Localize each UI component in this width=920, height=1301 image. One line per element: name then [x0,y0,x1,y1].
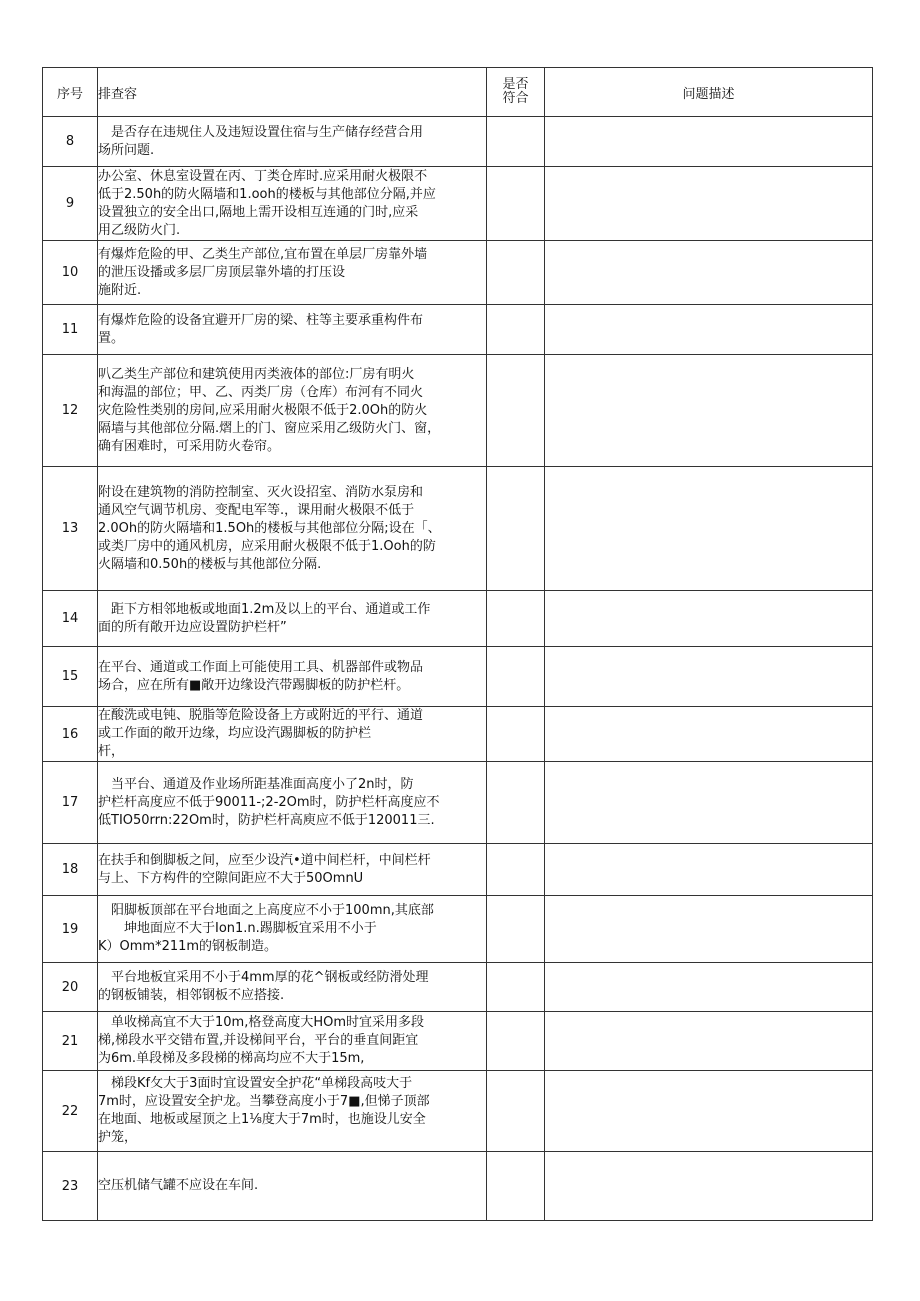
inspection-item-line: 在扶手和倒脚板之间，应至少设汽•道中间栏杆，中间栏杆 [98,852,431,868]
table-row [43,117,873,167]
inspection-item [98,844,487,896]
row-number: 23 [43,1152,98,1221]
table-row [43,1012,873,1071]
problem-description-cell[interactable] [545,896,873,963]
inspection-item [98,355,487,467]
inspection-item [98,591,487,647]
inspection-item-line: 为6m.单段梯及多段梯的梯高均应不大于15m, [98,1051,365,1066]
inspection-item-line: 当平台、通道及作业场所距基准面高度小了2n时，防 [98,776,414,792]
table-row [43,1071,873,1152]
conform-cell[interactable] [487,647,545,707]
conform-cell[interactable] [487,844,545,896]
row-number: 13 [43,467,98,591]
inspection-item-line: 有爆炸危险的甲、乙类生产部位,宜布置在单层厂房靠外墙 [98,246,428,262]
row-number: 19 [43,896,98,963]
inspection-item-line: 是否存在违规住人及违短设置住宿与生产储存经营合用 [98,124,424,140]
inspection-item-line: 办公室、休息室设置在丙、丁类仓库时.应采用耐火极限不 [98,168,428,184]
inspection-item-line: 火隔墙和0.50h的楼板与其他部位分隔. [98,556,322,572]
inspection-item-line: 2.0Oh的防火隔墙和1.5Oh的楼板与其他部位分隔;设在「、 [98,520,441,536]
inspection-item-line: 灾危险性类别的房间,应采用耐火极限不低于2.0Oh的防火 [98,402,428,418]
row-number: 15 [43,647,98,707]
inspection-item-line: 或工作面的敞开边缘，均应设汽踢脚板的防护栏 [98,726,372,741]
inspection-item-line: 单收梯高宜不大于10m,格登高度大HOm时宜采用多段 [98,1015,425,1030]
row-number: 18 [43,844,98,896]
inspection-item-line: 面的所有敞开边应设置防护栏杆” [98,619,287,635]
row-number: 16 [43,707,98,762]
inspection-item-line: 梯,梯段水平交错布置,并设梯间平台，平台的垂直间距宜 [98,1033,419,1048]
inspection-item-line: 阳脚板顶部在平台地面之上高度应不小于100mn,其底部 [98,903,434,918]
conform-cell[interactable] [487,762,545,844]
inspection-item-line: 隔墙与其他部位分隔.熠上的门、窗应采用乙级防火门、窗， [98,420,441,436]
inspection-item [98,707,487,762]
problem-description-cell[interactable] [545,117,873,167]
inspection-table [42,67,873,1221]
table-row [43,167,873,241]
conform-cell[interactable] [487,467,545,591]
table-row [43,355,873,467]
header-conform [487,68,545,117]
conform-cell[interactable] [487,896,545,963]
inspection-item-line: 距下方相邻地板或地面1.2m及以上的平台、通道或工作 [98,601,431,617]
row-number: 14 [43,591,98,647]
row-number: 21 [43,1012,98,1071]
inspection-item-line: 或类厂房中的通风机房，应采用耐火极限不低于1.Ooh的防 [98,538,436,554]
table-row [43,963,873,1012]
conform-cell[interactable] [487,355,545,467]
problem-description-cell[interactable] [545,1012,873,1071]
problem-description-cell[interactable] [545,963,873,1012]
problem-description-cell[interactable] [545,167,873,241]
problem-description-cell[interactable] [545,467,873,591]
inspection-item-line: 坤地面应不大于Ion1.n.踢脚板宜采用不小于 [98,921,377,936]
inspection-item-line: 用乙级防火门. [98,222,181,238]
inspection-item-line: 7m时，应设置安全护龙。当攀登高度小于7■,但悌子顶部 [98,1094,430,1109]
inspection-item-line: 杆， [98,744,125,759]
conform-cell[interactable] [487,1012,545,1071]
problem-description-cell[interactable] [545,591,873,647]
conform-cell[interactable] [487,963,545,1012]
inspection-item [98,117,487,167]
inspection-item-line: 置。 [98,330,125,346]
inspection-item-line: 低于2.50h的防火隔墙和1.ooh的楼板与其他部位分隔,并应 [98,186,436,202]
problem-description-cell[interactable] [545,355,873,467]
inspection-item [98,1152,487,1221]
header-item: 排查容 [98,68,487,117]
problem-description-cell[interactable] [545,844,873,896]
inspection-item [98,647,487,707]
inspection-item [98,305,487,355]
problem-description-cell[interactable] [545,762,873,844]
header-conform-line1: 是否 [502,77,529,92]
table-row [43,647,873,707]
inspection-item-line: 施附近. [98,282,142,298]
conform-cell[interactable] [487,707,545,762]
table-row [43,1152,873,1221]
inspection-item [98,467,487,591]
table-row [43,241,873,305]
row-number: 20 [43,963,98,1012]
inspection-item-line: 和海温的部位；甲、乙、丙类厂房（仓库）布河有不同火 [98,384,424,400]
inspection-item-line: 有爆炸危险的设备宜避开厂房的梁、柱等主要承重构件布 [98,312,424,328]
inspection-item-line: 场合，应在所有■敞开边缘设汽带踢脚板的防护栏杆。 [98,677,410,693]
row-number: 12 [43,355,98,467]
inspection-item-line: 通风空气调节机房、变配电军等.，课用耐火极限不低于 [98,502,415,518]
header-conform-line2: 符合 [502,91,529,106]
conform-cell[interactable] [487,117,545,167]
row-number: 11 [43,305,98,355]
conform-cell[interactable] [487,1071,545,1152]
table-row [43,844,873,896]
problem-description-cell[interactable] [545,241,873,305]
inspection-item-line: K）Omm*211m的钢板制造。 [98,939,278,954]
inspection-item-line: 附设在建筑物的消防控制室、灭火设招室、消防水泵房和 [98,484,424,500]
inspection-item-line: 设置独立的安全出口,隔地上需开设相互连通的门时,应采 [98,204,419,220]
conform-cell[interactable] [487,305,545,355]
table-row [43,591,873,647]
problem-description-cell[interactable] [545,1152,873,1221]
row-number: 9 [43,167,98,241]
inspection-item [98,167,487,241]
table-row [43,707,873,762]
inspection-item-line: 低TIO50rrn:22Om时，防护栏杆高庾应不低于120011三. [98,812,435,828]
conform-cell[interactable] [487,167,545,241]
problem-description-cell[interactable] [545,1071,873,1152]
row-number: 8 [43,117,98,167]
inspection-item-line: 梯段Kf攵大于3面时宜设置安全护花“单梯段高吱大于 [98,1076,413,1091]
table-row [43,305,873,355]
table-row [43,896,873,963]
problem-description-cell[interactable] [545,647,873,707]
inspection-item-line: 空压机储气罐不应设在车间. [98,1178,259,1193]
table-row [43,762,873,844]
inspection-item [98,1012,487,1071]
inspection-item-line: 确有困难时，可采用防火卷帘。 [98,438,281,454]
table-row [43,467,873,591]
conform-cell[interactable] [487,241,545,305]
inspection-item [98,1071,487,1152]
inspection-item-line: 的钢板铺装，相邻钢板不应搭接. [98,988,285,1003]
inspection-item [98,762,487,844]
inspection-item-line: 在酸洗或电钝、脱脂等危险设备上方或附近的平行、通道 [98,708,424,723]
inspection-item [98,241,487,305]
inspection-item-line: 的泄压设播或多层厂房顶层靠外墙的打压设 [98,264,346,280]
inspection-item-line: 叭乙类生产部位和建筑使用丙类液体的部位:厂房有明火 [98,366,415,382]
conform-cell[interactable] [487,591,545,647]
header-desc: 问题描述 [545,68,873,117]
problem-description-cell[interactable] [545,707,873,762]
header-row [43,68,873,117]
inspection-item-line: 护笼， [98,1130,138,1145]
inspection-item-line: 在地面、地板或屋顶之上1⅛度大于7m时，也施设儿安全 [98,1112,426,1127]
row-number: 10 [43,241,98,305]
inspection-item [98,896,487,963]
inspection-item-line: 与上、下方构件的空隙间距应不大于50OmnU [98,870,364,886]
conform-cell[interactable] [487,1152,545,1221]
row-number: 22 [43,1071,98,1152]
inspection-item-line: 场所问题. [98,142,155,158]
inspection-item-line: 平台地板宜采用不小于4mm厚的花^钢板或经防滑处理 [98,970,429,985]
inspection-item [98,963,487,1012]
row-number: 17 [43,762,98,844]
problem-description-cell[interactable] [545,305,873,355]
inspection-item-line: 护栏杆高度应不低于90011-;2-2Om时，防护栏杆高度应不 [98,794,440,810]
header-no: 序号 [43,68,98,117]
inspection-item-line: 在平台、通道或工作面上可能使用工具、机器部件或物品 [98,659,424,675]
